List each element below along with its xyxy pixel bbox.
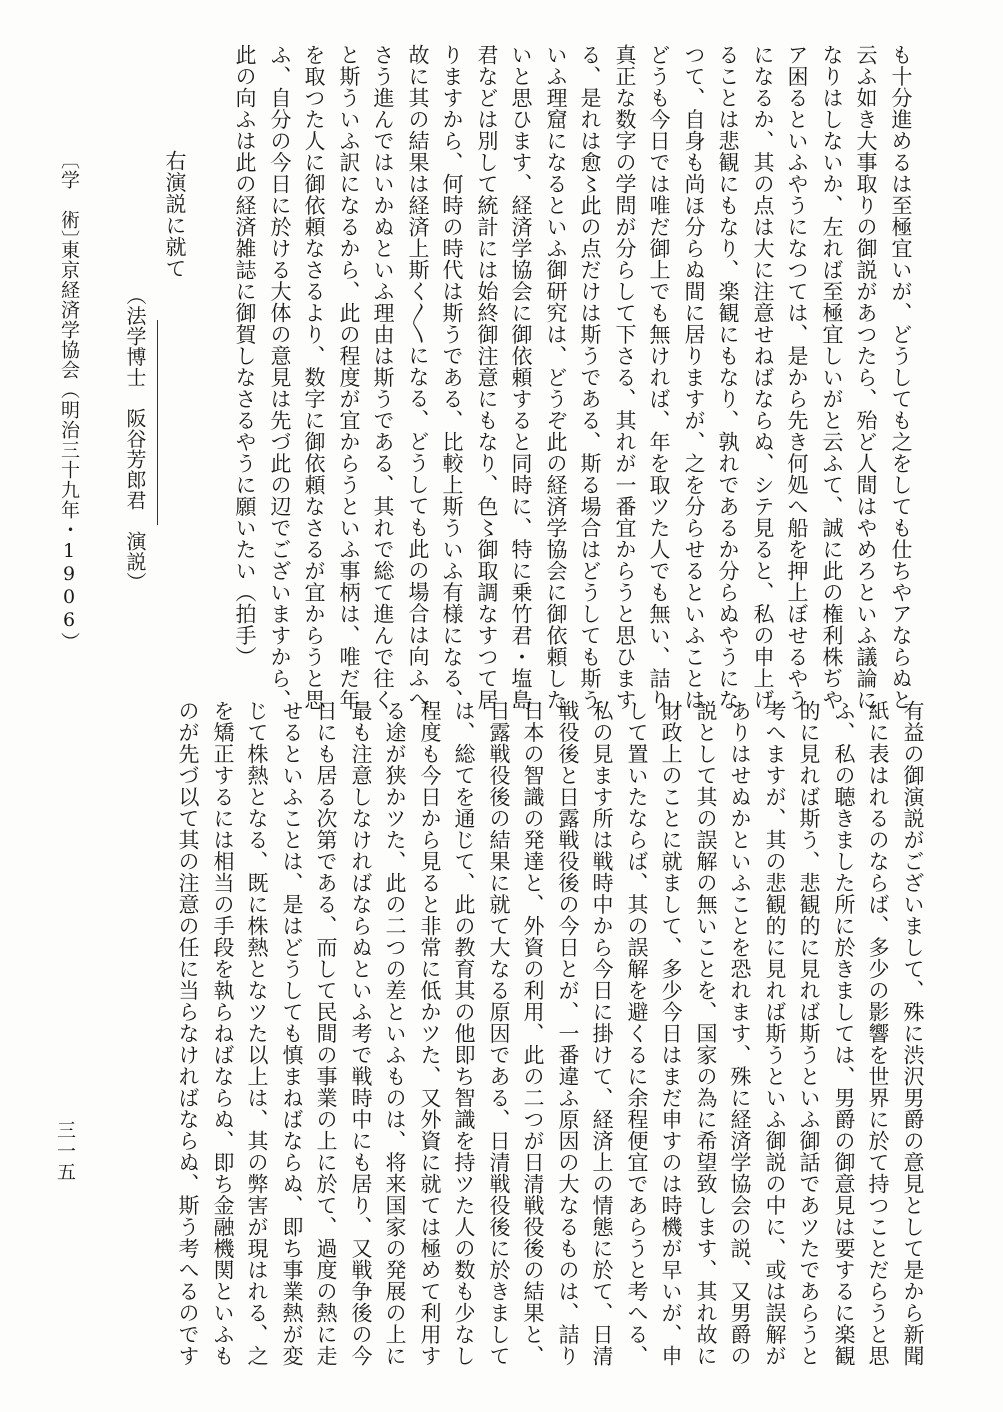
text-column: ることは悲観にもなり、楽観にもなり、孰れであるか分らぬやうにな — [716, 44, 740, 711]
text-column: 考へますが、其の悲観的に見れば斯うといふ御説の中に、或は誤解が — [763, 700, 787, 1367]
text-column: のが先づ以て其の注意の任に当らなければならぬ、斯う考へるのです — [176, 700, 200, 1367]
text-column: 財政上のことに就まして、多少今日はまだ申すのは時機が早いが、申 — [659, 700, 683, 1367]
text-column: 云ふ如き大事取りの御説があつたら、殆ど人間はやめろといふ議論に — [854, 44, 878, 711]
text-column: 此の向ふは此の経済雑誌に御賀しなさるやうに願いたい（拍手） — [233, 44, 257, 668]
text-column: 程度も今日から見ると非常に低かツた、又外資に就ては極めて利用す — [418, 700, 442, 1367]
text-column: いと思ひます、経済学協会に御依頼すると同時に、特に乗竹君・塩島 — [509, 44, 533, 711]
text-column: を取つた人に御依頼なさるより、数字に御依頼なさるが宜からうと思 — [302, 44, 326, 711]
text-column: ありはせぬかといふことを恐れます、殊に経済学協会の説、又男爵の — [728, 700, 752, 1367]
text-column: 戦役後と日露戦役後の今日とが、一番違ふ原因の大なるものは、詰り — [556, 700, 580, 1367]
text-column: せるといふことは、是はどうしても慎まねばならぬ、即ち事業熱が変 — [280, 700, 304, 1367]
text-column: を矯正するには相当の手段を執らねばならぬ、即ち金融機関といふも — [211, 700, 235, 1367]
text-column: も十分進めるは至極宜いが、どうしても之をしても仕ちやアならぬと — [889, 44, 913, 711]
text-column: 最も注意しなければならぬといふ考で戦時中にも居り、又戦争後の今 — [349, 700, 373, 1367]
page-number: 三一五 — [54, 1120, 76, 1183]
text-column: さう進んではいかぬといふ理由は斯うである、其れで総て進んで往く — [371, 44, 395, 711]
text-column: 的に見れば斯う、悲観的に見れば斯うといふ御話であツたであらうと — [797, 700, 821, 1367]
speaker-byline: （法学博士 阪谷芳郎君 演説） — [123, 285, 147, 593]
text-column: 真正な数字の学問が分らして下さる、其れが一番宜からうと思ひます — [613, 44, 637, 711]
text-column: 日露戦役後の結果に就て大なる原因である、日清戦役後に於きまして — [487, 700, 511, 1367]
text-column: 紙に表はれるのならば、多少の影響を世界に於て持つことだらうと思 — [866, 700, 890, 1367]
text-column: 故に其の結果は経済上斯く〳〵になる、どうしても此の場合は向ふへ — [406, 44, 430, 710]
text-column: りますから、何時の時代は斯うである、比較上斯ういふ有様になる、 — [440, 44, 464, 711]
running-header-publisher: 東京経済学協会（明治三十九年・1906） — [58, 240, 80, 652]
text-column: 私の見ます所は戦時中から今日に掛けて、経済上の情態に於て、日清 — [590, 700, 614, 1367]
section-title: 右演説に就て — [163, 150, 187, 279]
text-column: ふ、私の聴きました所に於きましては、男爵の御意見は要するに楽観 — [832, 700, 856, 1367]
text-column: いふ理窟になるといふ御研究は、どうぞ此の経済学協会に御依頼した — [544, 44, 568, 711]
text-column: る、是れは愈〻此の点だけは斯うである、斯る場合はどうしても斯う — [578, 44, 602, 711]
text-column: ア困るといふやうになつては、是から先き何処へ船を押上ぼせるやう — [785, 44, 809, 711]
text-column: して置いたならば、其の誤解を避くるに余程便宜であらうと考へる、 — [625, 700, 649, 1367]
text-column: ふ、自分の今日に於ける大体の意見は先づ此の辺でございますから、 — [268, 44, 292, 711]
text-column: なりはしないか、左れば至極宜しいがと云ふて、誠に此の権利株ぢや — [820, 44, 844, 711]
text-column: つて、自身も尚ほ分らぬ間に居りますが、之を分らせるといふことは — [682, 44, 706, 711]
text-column: と斯ういふ訳になるから、此の程度が宜からうといふ事柄は、唯だ年 — [337, 44, 361, 711]
text-column: 説として其の誤解の無いことを、国家の為に希望致します、其れ故に — [694, 700, 718, 1367]
text-column: 有益の御演説がございまして、殊に渋沢男爵の意見として是から新聞 — [901, 700, 925, 1367]
text-column: 君などは別して統計には始終御注意にもなり、色〻御取調なすつて居 — [475, 44, 499, 711]
text-column: は、総てを通じて、此の教育其の他即ち智識を持ツた人の数も少なし — [452, 700, 476, 1367]
text-column: 日本の智識の発達と、外資の利用、此の二つが日清戦役後の結果と、 — [521, 700, 545, 1367]
running-header-section: 〔学 術〕 — [58, 150, 80, 250]
text-column: どうも今日では唯だ御上でも無ければ、年を取ツた人でも無い、詰り — [647, 44, 671, 711]
text-column: になるか、其の点は大に注意せねばならぬ、シテ見ると、私の申上げ — [751, 44, 775, 711]
divider-line — [157, 320, 158, 525]
text-column: る途が狭かツた、此の二つの差といふものは、将来国家の発展の上に — [383, 700, 407, 1367]
text-column: 日にも居る次第である、而して民間の事業の上に於て、過度の熱に走 — [314, 700, 338, 1367]
text-column: じて株熱となる、既に株熱となツた以上は、其の弊害が現はれる、之 — [245, 700, 269, 1367]
